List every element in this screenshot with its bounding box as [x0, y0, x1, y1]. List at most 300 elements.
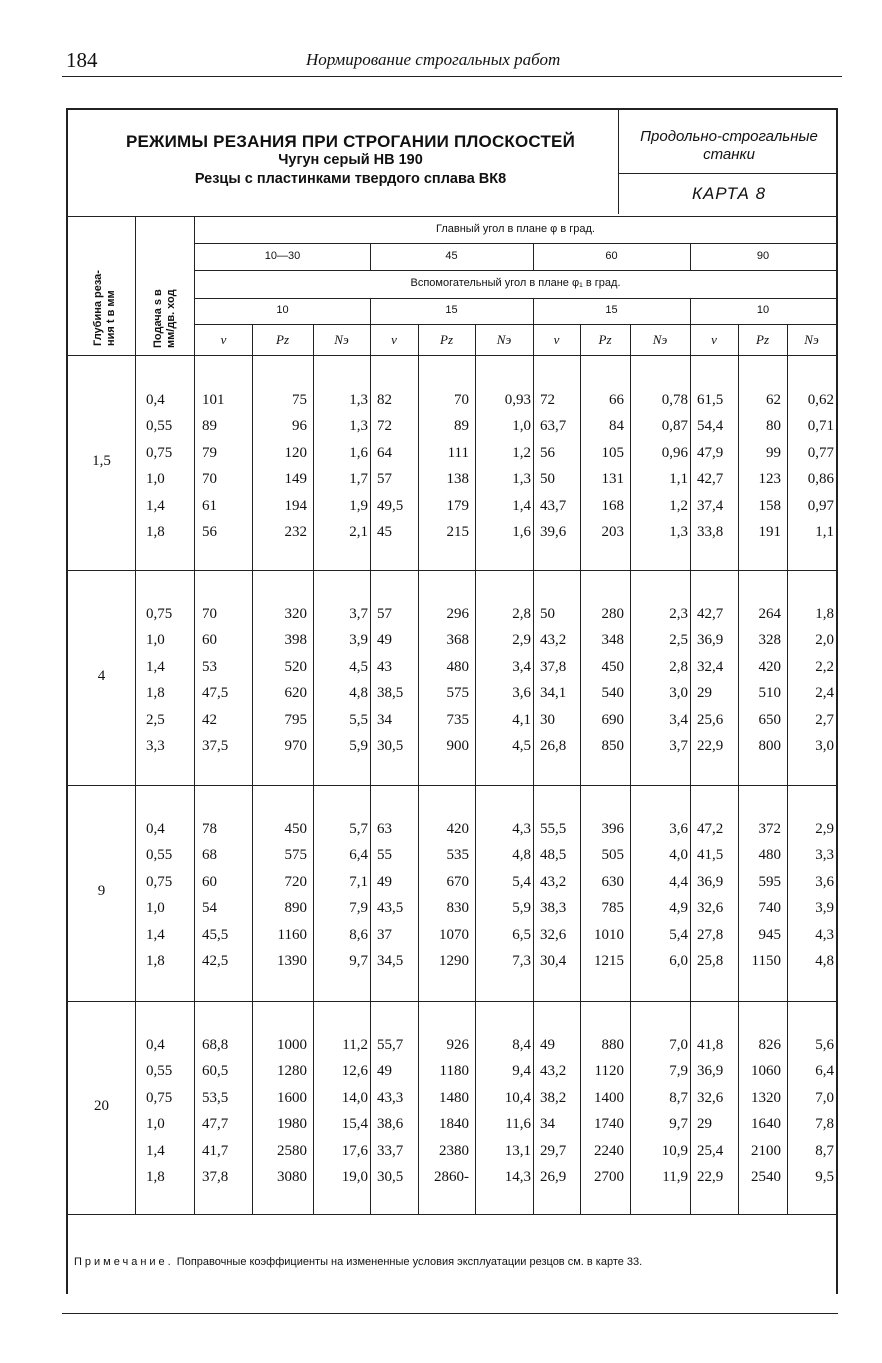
cell-n: 9,7: [669, 1116, 688, 1133]
cell-n: 1,3: [349, 418, 368, 435]
depth-value: 9: [97, 883, 106, 899]
cell-v: 60,5: [202, 1063, 229, 1080]
sub-divider: [418, 324, 419, 1214]
cell-pz: 1215: [594, 953, 624, 969]
cell-pz: 1000: [277, 1037, 307, 1053]
cell-pz: 149: [284, 471, 307, 488]
feed-value: 3,3: [146, 738, 165, 754]
cell-n: 1,6: [349, 444, 368, 461]
cell-v: 49: [540, 1037, 555, 1053]
cell-pz: 1010: [594, 926, 624, 943]
cell-v: 30,5: [377, 1169, 404, 1185]
cell-n: 2,8: [512, 606, 531, 622]
sub-divider: [475, 324, 476, 1214]
cell-v: 39,6: [540, 524, 567, 540]
aux-angle-value: 15: [605, 304, 618, 316]
cell-n: 3,6: [512, 685, 531, 702]
cell-v: 38,2: [540, 1089, 567, 1106]
cell-v: 47,2: [697, 821, 724, 837]
cell-v: 38,5: [377, 685, 404, 702]
cell-n: 2,7: [815, 711, 834, 728]
cell-pz: 1060: [751, 1063, 781, 1080]
cell-v: 50: [540, 471, 555, 488]
cell-v: 43,2: [540, 632, 567, 649]
cell-n: 2,5: [669, 632, 688, 649]
cell-n: 11,6: [505, 1116, 531, 1133]
cell-v: 33,7: [377, 1142, 404, 1159]
cell-n: 4,8: [815, 953, 834, 969]
cell-pz: 398: [284, 632, 307, 649]
column-header-n: Nэ: [496, 332, 512, 347]
cell-pz: 194: [284, 497, 307, 514]
cell-v: 36,9: [697, 873, 724, 890]
group-divider: [533, 243, 534, 270]
column-header-n: Nэ: [804, 332, 819, 347]
block-rule: [68, 1001, 836, 1002]
cell-pz: 1480: [439, 1089, 469, 1106]
cell-v: 47,7: [202, 1116, 229, 1133]
feed-value: 0,55: [146, 418, 173, 435]
cell-n: 9,5: [815, 1169, 834, 1185]
cell-v: 50: [540, 606, 555, 622]
cell-pz: 926: [446, 1037, 469, 1053]
feed-value: 1,4: [146, 658, 165, 675]
rule: [195, 270, 836, 271]
cell-pz: 1280: [277, 1063, 307, 1080]
cell-pz: 620: [284, 685, 307, 702]
cell-n: 7,0: [669, 1037, 688, 1053]
cell-n: 2,9: [815, 821, 834, 837]
cell-pz: 650: [758, 711, 781, 728]
cell-pz: 1120: [594, 1063, 624, 1080]
cell-v: 29,7: [540, 1142, 567, 1159]
cell-v: 27,8: [697, 926, 724, 943]
cell-v: 53: [202, 658, 217, 675]
cell-n: 9,4: [512, 1063, 531, 1080]
cell-v: 49,5: [377, 497, 404, 514]
cell-n: 4,9: [669, 900, 688, 917]
cell-pz: 191: [758, 524, 781, 540]
sub-divider: [787, 324, 788, 1214]
cell-pz: 1980: [277, 1116, 307, 1133]
cell-n: 5,4: [669, 926, 688, 943]
cell-v: 42,7: [697, 471, 724, 488]
col-depth-divider: [135, 216, 136, 1214]
cell-v: 57: [377, 471, 392, 488]
cell-pz: 540: [601, 685, 624, 702]
cell-pz: 1840: [439, 1116, 469, 1133]
cell-v: 54: [202, 900, 217, 917]
cell-v: 30,4: [540, 953, 567, 969]
feed-value: 1,0: [146, 471, 165, 488]
main-angle-value: 90: [756, 250, 770, 262]
cell-v: 41,8: [697, 1037, 724, 1053]
frame-bottom: [62, 1313, 838, 1314]
cell-n: 0,71: [807, 418, 834, 435]
cell-n: 2,4: [815, 685, 834, 702]
cell-n: 5,9: [349, 738, 368, 754]
cell-n: 3,4: [669, 711, 688, 728]
cell-pz: 138: [446, 471, 469, 488]
cell-pz: 158: [758, 497, 781, 514]
cell-n: 5,4: [512, 873, 531, 890]
cell-n: 3,3: [815, 847, 834, 864]
cell-n: 4,5: [512, 738, 531, 754]
cell-n: 3,4: [512, 658, 531, 675]
feed-value: 0,4: [146, 392, 165, 408]
cell-n: 6,0: [669, 953, 688, 969]
cell-n: 9,7: [349, 953, 368, 969]
cell-pz: 264: [758, 606, 781, 622]
cell-v: 61,5: [697, 392, 724, 408]
cell-pz: 900: [446, 738, 469, 754]
cell-n: 0,86: [807, 471, 834, 488]
cell-pz: 179: [446, 497, 469, 514]
cell-n: 2,8: [669, 658, 688, 675]
cell-v: 89: [202, 418, 217, 435]
cell-n: 1,3: [669, 524, 688, 540]
cell-n: 11,2: [342, 1037, 368, 1053]
main-angle-label: Главный угол в плане φ в град.: [436, 223, 595, 235]
cell-pz: 2540: [751, 1169, 781, 1185]
feed-value: 1,8: [146, 953, 165, 969]
cell-n: 17,6: [341, 1142, 368, 1159]
cell-v: 47,5: [202, 685, 229, 702]
cell-pz: 2860-: [434, 1169, 469, 1185]
cell-pz: 348: [601, 632, 624, 649]
cell-n: 1,9: [349, 497, 368, 514]
frame-left: [66, 108, 68, 1294]
cell-pz: 372: [758, 821, 781, 837]
column-header-pz: Pz: [440, 332, 453, 347]
cell-v: 53,5: [202, 1089, 229, 1106]
depth-value: 20: [94, 1097, 109, 1114]
cell-v: 38,6: [377, 1116, 404, 1133]
cell-pz: 70: [454, 392, 469, 408]
cell-pz: 850: [601, 738, 624, 754]
cell-pz: 105: [601, 444, 624, 461]
cell-v: 61: [202, 497, 217, 514]
cell-pz: 480: [758, 847, 781, 864]
rule: [195, 324, 836, 325]
cell-pz: 505: [601, 847, 624, 864]
title-divider: [618, 110, 619, 214]
cell-pz: 328: [758, 632, 781, 649]
cell-n: 5,9: [512, 900, 531, 917]
cell-n: 3,9: [815, 900, 834, 917]
machine-line2: станки: [703, 146, 755, 163]
main-angle-value: 45: [445, 250, 458, 262]
cell-pz: 320: [284, 606, 307, 622]
cell-v: 49: [377, 873, 392, 890]
frame-right: [836, 108, 838, 1294]
cell-v: 70: [202, 471, 217, 488]
cell-pz: 280: [601, 606, 624, 622]
cell-v: 29: [697, 685, 712, 702]
cell-pz: 890: [284, 900, 307, 917]
cell-n: 8,7: [815, 1142, 834, 1159]
cell-n: 1,4: [512, 497, 531, 514]
feed-value: 0,4: [146, 1037, 165, 1053]
aux-angle-value: 10: [756, 304, 770, 316]
feed-value: 1,4: [146, 1142, 165, 1159]
cell-pz: 1640: [751, 1116, 781, 1133]
cell-pz: 2240: [594, 1142, 624, 1159]
cell-pz: 296: [446, 606, 469, 622]
cell-n: 0,97: [807, 497, 834, 514]
cell-n: 3,7: [349, 606, 368, 622]
cell-pz: 880: [601, 1037, 624, 1053]
cell-pz: 1400: [594, 1089, 624, 1106]
cell-pz: 826: [758, 1037, 781, 1053]
cell-n: 5,5: [349, 711, 368, 728]
cell-n: 2,9: [512, 632, 531, 649]
feed-value: 1,0: [146, 900, 165, 917]
cell-pz: 420: [446, 821, 469, 837]
cell-n: 2,1: [349, 524, 368, 540]
cell-n: 7,8: [815, 1116, 834, 1133]
cell-n: 6,4: [349, 847, 368, 864]
cell-pz: 96: [292, 418, 307, 435]
cell-pz: 830: [446, 900, 469, 917]
cell-v: 29: [697, 1116, 712, 1133]
cell-v: 63,7: [540, 418, 567, 435]
cell-pz: 735: [446, 711, 469, 728]
cell-pz: 1290: [439, 953, 469, 969]
table-top-rule: [68, 216, 836, 217]
aux-angle-label: Вспомогательный угол в плане φ₁ в град.: [410, 277, 621, 289]
cell-pz: 480: [446, 658, 469, 675]
header-feed: Подача s в мм/дв. ход: [152, 289, 177, 348]
cell-v: 37,4: [697, 497, 724, 514]
footnote-lead: Примечание.: [74, 1256, 174, 1268]
cell-n: 7,3: [512, 953, 531, 969]
cell-pz: 945: [758, 926, 781, 943]
cell-n: 1,6: [512, 524, 531, 540]
group-divider: [370, 298, 371, 1214]
cell-n: 2,0: [815, 632, 834, 649]
cell-pz: 740: [758, 900, 781, 917]
cell-pz: 1600: [277, 1089, 307, 1106]
cell-v: 41,5: [697, 847, 724, 864]
cell-pz: 690: [601, 711, 624, 728]
cell-pz: 785: [601, 900, 624, 917]
feed-value: 0,55: [146, 1063, 173, 1080]
title-block: [88, 132, 613, 189]
cell-n: 7,1: [349, 873, 368, 890]
rule: [195, 298, 836, 299]
cell-pz: 232: [284, 524, 307, 540]
cell-pz: 2700: [594, 1169, 624, 1185]
cell-v: 32,6: [697, 900, 724, 917]
cell-n: 1,8: [815, 606, 834, 622]
cell-v: 43,7: [540, 497, 567, 514]
cell-v: 82: [377, 392, 392, 408]
cell-pz: 1150: [751, 953, 781, 969]
group-divider: [533, 298, 534, 1214]
cell-v: 49: [377, 1063, 392, 1080]
block-rule: [68, 785, 836, 786]
cell-n: 1,3: [349, 392, 368, 408]
feed-value: 0,75: [146, 873, 173, 890]
cell-n: 1,1: [815, 524, 834, 540]
cell-v: 60: [202, 873, 217, 890]
cell-v: 38,3: [540, 900, 567, 917]
cell-v: 101: [202, 392, 225, 408]
cell-pz: 800: [758, 738, 781, 754]
cell-v: 32,6: [540, 926, 567, 943]
cell-n: 6,4: [815, 1063, 834, 1080]
block-rule: [68, 570, 836, 571]
cell-n: 5,6: [815, 1037, 834, 1053]
feed-value: 1,8: [146, 524, 165, 540]
column-header-n: Nэ: [652, 332, 668, 347]
cell-v: 37,5: [202, 738, 229, 754]
cell-pz: 111: [447, 444, 469, 461]
column-header-v: v: [220, 332, 227, 347]
cell-n: 3,0: [815, 738, 834, 754]
group-divider: [370, 243, 371, 270]
cell-n: 4,4: [669, 873, 688, 890]
cell-pz: 75: [292, 392, 307, 408]
cell-v: 22,9: [697, 1169, 724, 1185]
cell-n: 0,96: [661, 444, 688, 461]
cell-v: 42,7: [697, 606, 724, 622]
depth-value: 1,5: [92, 453, 111, 469]
cell-v: 70: [202, 606, 217, 622]
column-header-n: Nэ: [334, 332, 349, 347]
cell-v: 68,8: [202, 1037, 229, 1053]
cell-pz: 80: [766, 418, 781, 435]
feed-value: 1,8: [146, 685, 165, 702]
sub-divider: [313, 324, 314, 1214]
cell-v: 55,5: [540, 821, 567, 837]
cell-v: 25,6: [697, 711, 724, 728]
cell-pz: 215: [446, 524, 469, 540]
header-depth: Глубина реза- ния t в мм: [92, 270, 117, 346]
cell-pz: 66: [609, 392, 624, 408]
cell-n: 14,0: [341, 1089, 368, 1106]
cell-v: 55,7: [377, 1037, 404, 1053]
depth-value: 4: [97, 667, 106, 684]
cell-pz: 396: [601, 821, 624, 837]
cell-v: 55: [377, 847, 392, 864]
cell-n: 2,2: [815, 658, 834, 675]
feed-value: 0,75: [146, 1089, 173, 1106]
rule: [195, 243, 836, 244]
feed-value: 2,5: [146, 711, 165, 728]
feed-value: 0,75: [146, 606, 173, 622]
cell-v: 60: [202, 632, 217, 649]
main-angle-value: 10—30: [264, 250, 301, 262]
cell-pz: 2380: [439, 1142, 469, 1159]
cell-pz: 1320: [751, 1089, 781, 1106]
cell-n: 7,0: [815, 1089, 834, 1106]
cell-pz: 123: [758, 471, 781, 488]
tool-line: Резцы с пластинками твердого сплава ВК8: [194, 171, 507, 187]
material-line: Чугун серый HB 190: [278, 152, 423, 168]
cell-v: 63: [377, 821, 392, 837]
feed-value: 0,4: [146, 821, 165, 837]
feed-value: 0,55: [146, 847, 173, 864]
rule: [68, 355, 836, 356]
cell-pz: 168: [601, 497, 624, 514]
page-number: 184: [66, 48, 98, 72]
cell-v: 22,9: [697, 738, 724, 754]
cell-pz: 520: [284, 658, 307, 675]
cell-n: 4,3: [815, 926, 834, 943]
cell-n: 4,1: [512, 711, 531, 728]
cell-v: 64: [377, 444, 392, 461]
group-divider: [690, 298, 691, 1214]
cell-pz: 120: [284, 444, 307, 461]
cell-n: 13,1: [504, 1142, 531, 1159]
cell-v: 36,9: [697, 1063, 724, 1080]
cell-n: 4,0: [669, 847, 688, 864]
cell-n: 0,87: [661, 418, 688, 435]
card-number: КАРТА 8: [691, 184, 767, 203]
cell-pz: 450: [284, 821, 307, 837]
column-header-pz: Pz: [598, 332, 612, 347]
cell-pz: 203: [601, 524, 624, 540]
cell-n: 3,0: [669, 685, 688, 702]
cell-pz: 795: [284, 711, 307, 728]
cell-pz: 670: [446, 873, 469, 890]
aux-angle-value: 15: [445, 304, 458, 316]
col-feed-divider: [194, 216, 195, 1214]
cell-n: 0,78: [661, 392, 688, 408]
cell-n: 8,7: [669, 1089, 688, 1106]
table-bottom-rule: [68, 1214, 836, 1215]
cell-pz: 62: [766, 392, 781, 408]
cell-n: 1,3: [512, 471, 531, 488]
cell-v: 25,4: [697, 1142, 724, 1159]
feed-value: 1,0: [146, 1116, 165, 1133]
cell-v: 43,2: [540, 1063, 567, 1080]
cell-n: 19,0: [341, 1169, 368, 1185]
cell-pz: 450: [601, 658, 624, 675]
cell-pz: 510: [758, 685, 781, 702]
cell-pz: 630: [601, 873, 624, 890]
cell-pz: 720: [284, 873, 307, 890]
footnote: [74, 1255, 834, 1269]
cell-v: 43,5: [377, 900, 404, 917]
cell-v: 25,8: [697, 953, 724, 969]
column-header-v: v: [711, 332, 717, 347]
cell-v: 26,8: [540, 738, 567, 754]
cell-v: 37,8: [540, 658, 567, 675]
cell-pz: 420: [758, 658, 781, 675]
column-header-pz: Pz: [756, 332, 769, 347]
cell-pz: 1180: [439, 1063, 469, 1080]
cell-n: 8,4: [512, 1037, 531, 1053]
cell-n: 11,9: [662, 1169, 688, 1185]
feed-value: 0,75: [146, 444, 173, 461]
cell-pz: 1160: [277, 926, 307, 943]
cell-n: 7,9: [669, 1063, 688, 1080]
cell-n: 4,8: [512, 847, 531, 864]
cell-pz: 3080: [277, 1169, 307, 1185]
column-header-v: v: [391, 332, 397, 347]
cell-pz: 131: [601, 471, 624, 488]
cell-v: 72: [377, 418, 392, 435]
cell-v: 42: [202, 711, 217, 728]
cell-n: 15,4: [341, 1116, 368, 1133]
cell-v: 34,1: [540, 685, 567, 702]
cell-v: 56: [202, 524, 217, 540]
cell-n: 1,2: [512, 444, 531, 461]
cell-pz: 2580: [277, 1142, 307, 1159]
